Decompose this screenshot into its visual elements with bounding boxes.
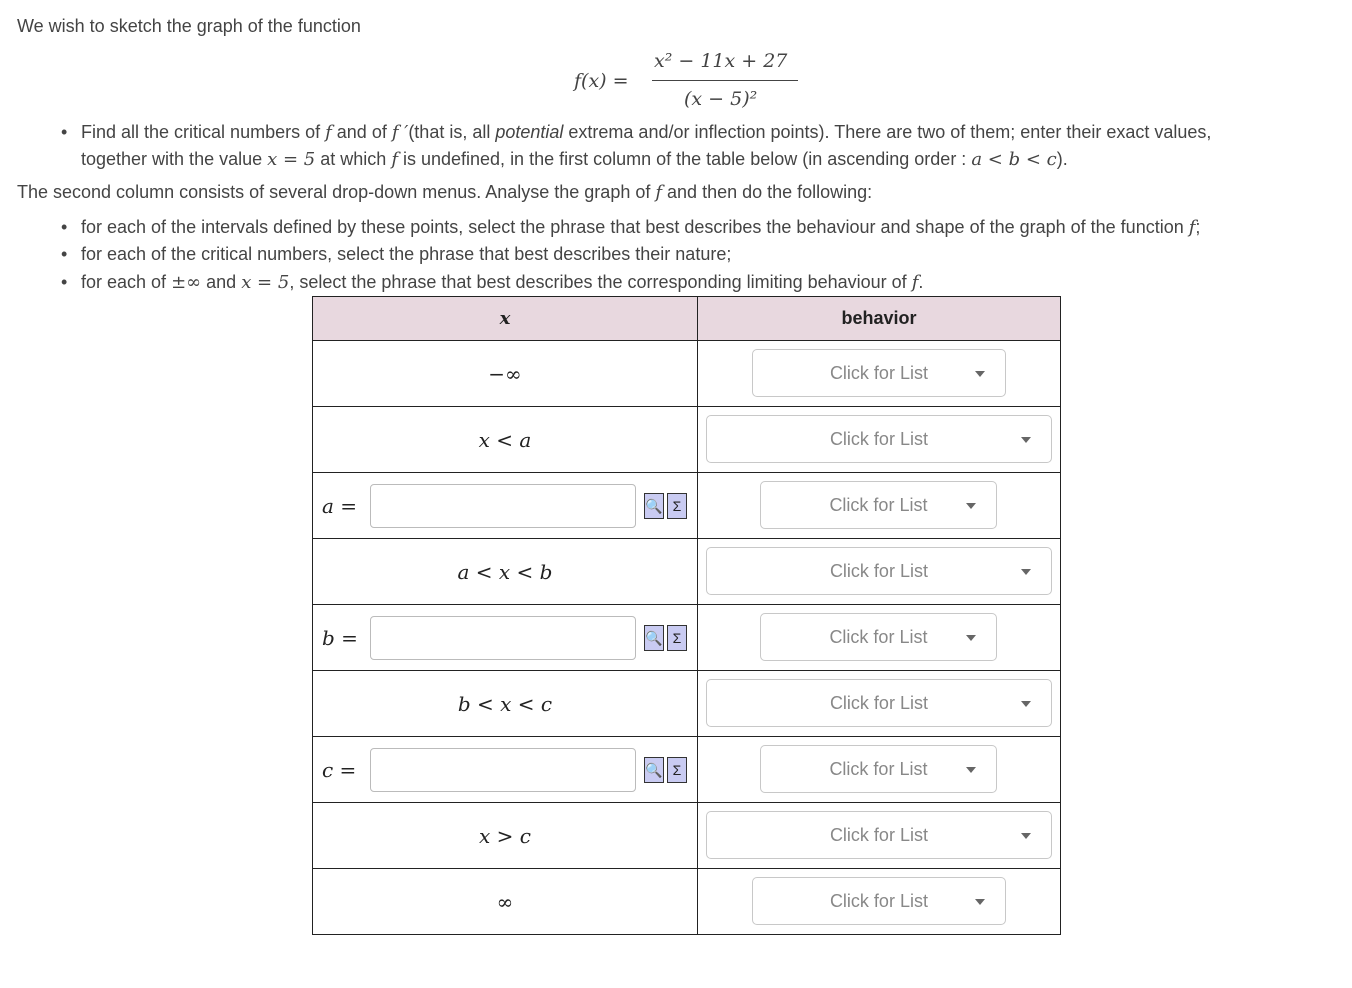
bullet-limits: • for each of ±∞ and x = 5, select the phrase that best describes the corresponding limiting behaviour of f. [81, 269, 1331, 296]
bullet-critical-nature: • for each of the critical numbers, select the phrase that best describes their nature; [81, 241, 1331, 268]
behavior-dropdown[interactable]: Click for List [760, 745, 997, 793]
behavior-dropdown[interactable]: Click for List [706, 415, 1052, 463]
table-row [313, 869, 1061, 935]
second-column-text: The second column consists of several drop-down menus. Analyse the graph of f and then do the following: [17, 182, 873, 203]
behavior-cell [697, 803, 1060, 869]
header-behavior: behavior [697, 297, 1060, 341]
behavior-cell [697, 869, 1060, 935]
intro-text: We wish to sketch the graph of the function [17, 16, 361, 36]
critical-c-input[interactable] [370, 748, 636, 792]
magnifier-page-icon[interactable]: 🔍 [644, 625, 664, 651]
bullet-intervals: • for each of the intervals defined by these points, select the phrase that best describes the behaviour and shape of the graph of the function f; [81, 214, 1331, 241]
chevron-down-icon [1021, 701, 1031, 707]
behavior-dropdown[interactable]: Click for List [752, 349, 1006, 397]
critical-label-b: b = [322, 625, 358, 650]
table-row [313, 407, 1061, 473]
critical-input-cell [313, 473, 698, 539]
x-cell: x > c [313, 803, 698, 869]
critical-input-cell [313, 737, 698, 803]
function-formula [574, 50, 814, 120]
behavior-cell [697, 341, 1060, 407]
header-x: x [313, 297, 698, 341]
chevron-down-icon [966, 503, 976, 509]
table-row [313, 671, 1061, 737]
table-row [313, 803, 1061, 869]
behavior-cell [697, 737, 1060, 803]
magnifier-page-icon[interactable]: 🔍 [644, 757, 664, 783]
behavior-cell [697, 539, 1060, 605]
critical-b-input[interactable] [370, 616, 636, 660]
table-header-row [313, 297, 1061, 341]
bullet-critical-numbers: • Find all the critical numbers of f and of f ′(that is, all potential extrema and/or inflection points). There are two of them; enter their exact values, together with the value x = 5 at which f is undefined, in the first column of the table below (in ascending order : a < b < c). [81, 119, 1331, 173]
behavior-cell [697, 407, 1060, 473]
behavior-dropdown[interactable]: Click for List [760, 613, 997, 661]
behavior-cell [697, 473, 1060, 539]
formula-lhs: f(x) = [574, 70, 629, 92]
table-row [313, 473, 1061, 539]
sigma-page-icon[interactable]: Σ [667, 493, 687, 519]
behavior-table [312, 296, 1061, 935]
sigma-page-icon[interactable]: Σ [667, 757, 687, 783]
critical-label-c: c = [322, 757, 357, 782]
x-cell: a < x < b [313, 539, 698, 605]
behavior-dropdown[interactable]: Click for List [752, 877, 1006, 925]
chevron-down-icon [1021, 833, 1031, 839]
x-cell: ∞ [313, 869, 698, 935]
chevron-down-icon [975, 371, 985, 377]
behavior-dropdown[interactable]: Click for List [706, 811, 1052, 859]
critical-a-input[interactable] [370, 484, 636, 528]
behavior-dropdown[interactable]: Click for List [760, 481, 997, 529]
chevron-down-icon [966, 767, 976, 773]
x-cell: b < x < c [313, 671, 698, 737]
table-row [313, 539, 1061, 605]
formula-numerator: x² − 11x + 27 [654, 50, 788, 72]
chevron-down-icon [975, 899, 985, 905]
behavior-dropdown[interactable]: Click for List [706, 547, 1052, 595]
critical-input-cell [313, 605, 698, 671]
x-cell: x < a [313, 407, 698, 473]
behavior-cell [697, 605, 1060, 671]
formula-denominator: (x − 5)² [684, 88, 758, 110]
chevron-down-icon [1021, 569, 1031, 575]
chevron-down-icon [1021, 437, 1031, 443]
table-row [313, 605, 1061, 671]
behavior-dropdown[interactable]: Click for List [706, 679, 1052, 727]
sigma-page-icon[interactable]: Σ [667, 625, 687, 651]
x-cell: −∞ [313, 341, 698, 407]
magnifier-page-icon[interactable]: 🔍 [644, 493, 664, 519]
table-row [313, 737, 1061, 803]
chevron-down-icon [966, 635, 976, 641]
behavior-cell [697, 671, 1060, 737]
fraction-bar [652, 80, 798, 81]
critical-label-a: a = [322, 493, 358, 518]
table-row [313, 341, 1061, 407]
